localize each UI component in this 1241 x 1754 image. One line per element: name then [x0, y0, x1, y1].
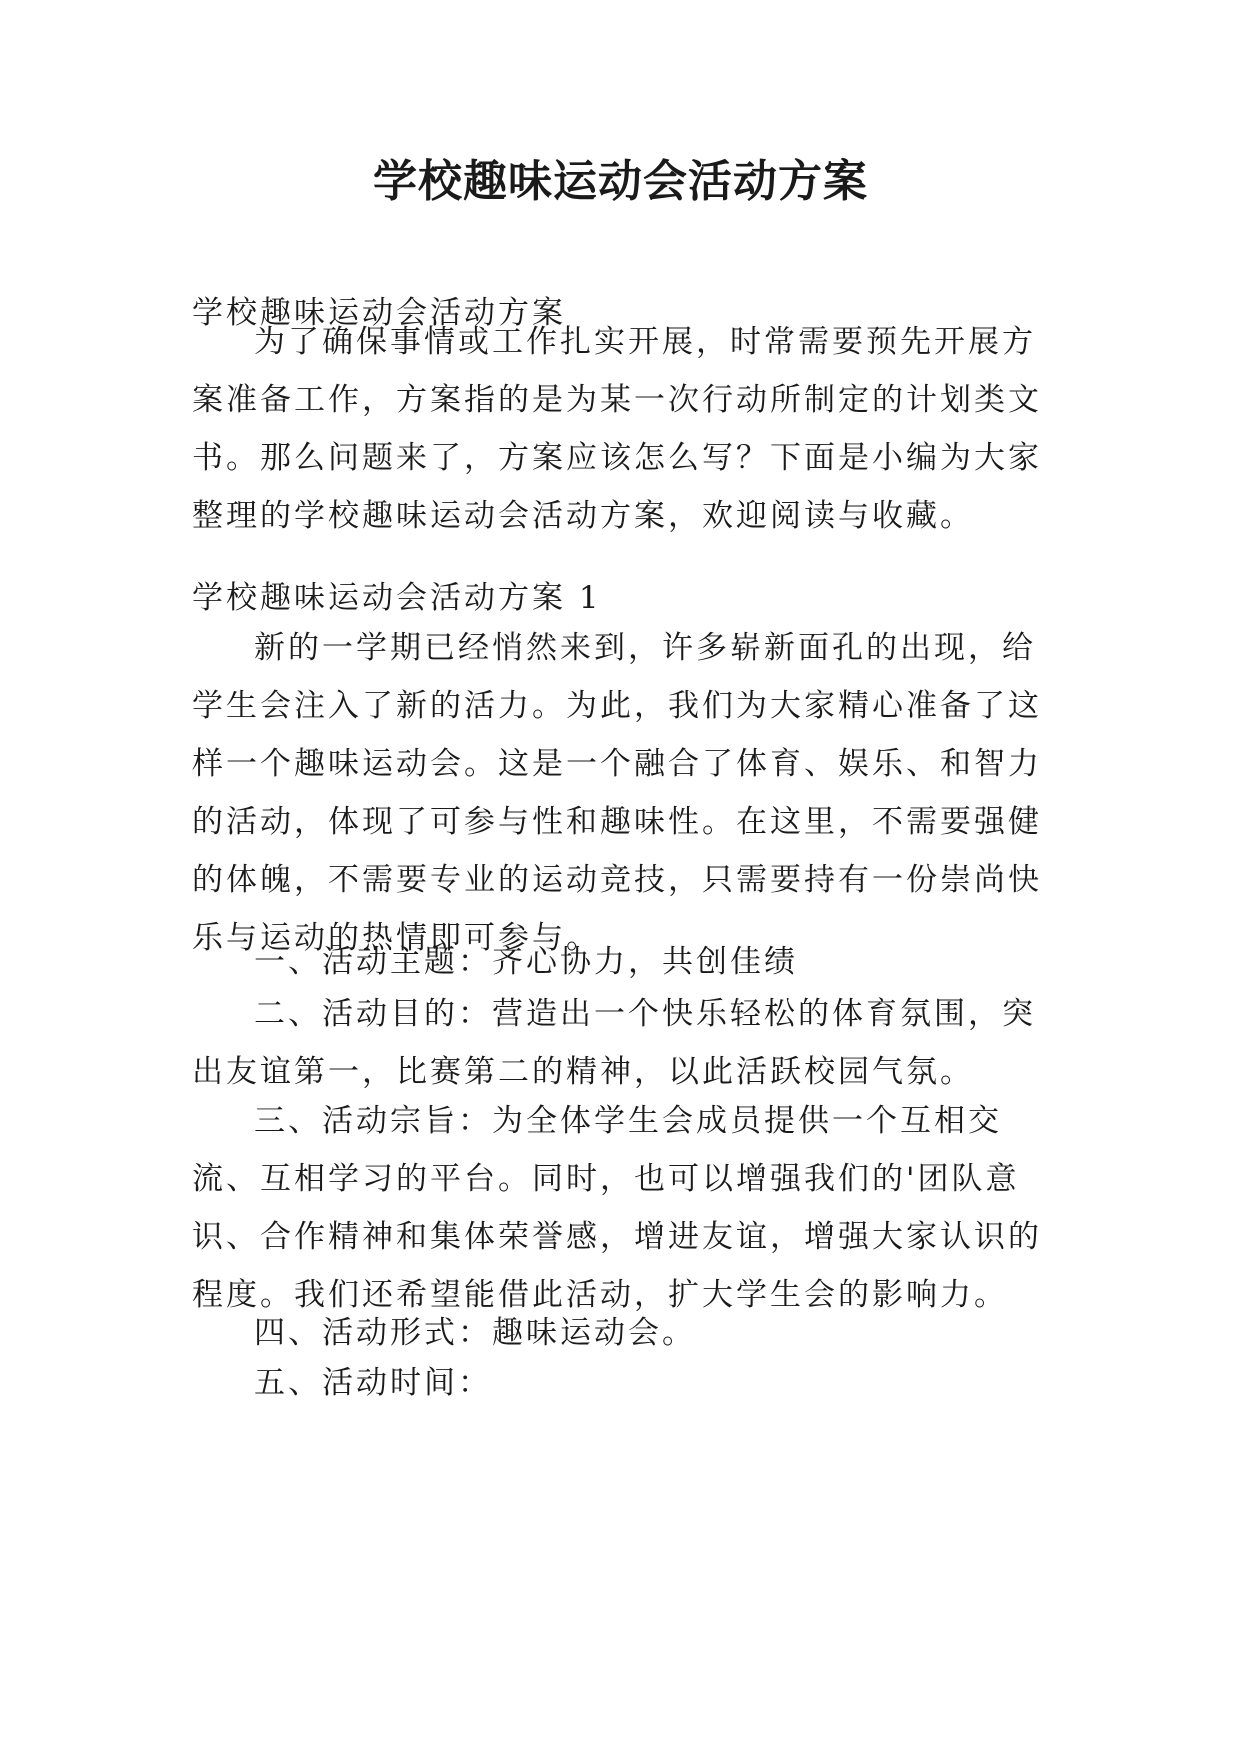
item-2-purpose: 二、活动目的：营造出一个快乐轻松的体育氛围，突出友谊第一，比赛第二的精神，以此活跃校园气氛。: [192, 996, 1036, 1090]
document-subtitle: 学校趣味运动会活动方案: [192, 295, 566, 331]
item-3-tenet: 三、活动宗旨：为全体学生会成员提供一个互相交流、互相学习的平台。同时，也可以增强我们的'团队意识、合作精神和集体荣誉感，增进友谊，增强大家认识的程度。我们还希望能借此活动，扩大学生会的影响力。: [192, 1103, 1042, 1313]
item-1-theme: 一、活动主题：齐心协力，共创佳绩: [254, 944, 798, 980]
item-5-time: 五、活动时间：: [254, 1365, 492, 1401]
section-1-paragraph: 新的一学期已经悄然来到，许多崭新面孔的出现，给学生会注入了新的活力。为此，我们为大家精心准备了这样一个趣味运动会。这是一个融合了体育、娱乐、和智力的活动，体现了可参与性和趣味性。在这里，不需要强健的体魄，不需要专业的运动竞技，只需要持有一份崇尚快乐与运动的热情即可参与。: [192, 630, 1042, 956]
document-title: 学校趣味运动会活动方案: [373, 156, 868, 207]
section-1-heading: 学校趣味运动会活动方案 1: [192, 580, 602, 616]
item-4-format: 四、活动形式：趣味运动会。: [254, 1315, 696, 1351]
intro-paragraph: 为了确保事情或工作扎实开展，时常需要预先开展方案准备工作，方案指的是为某一次行动所制定的计划类文书。那么问题来了，方案应该怎么写？下面是小编为大家整理的学校趣味运动会活动方案，欢迎阅读与收藏。: [192, 324, 1042, 534]
